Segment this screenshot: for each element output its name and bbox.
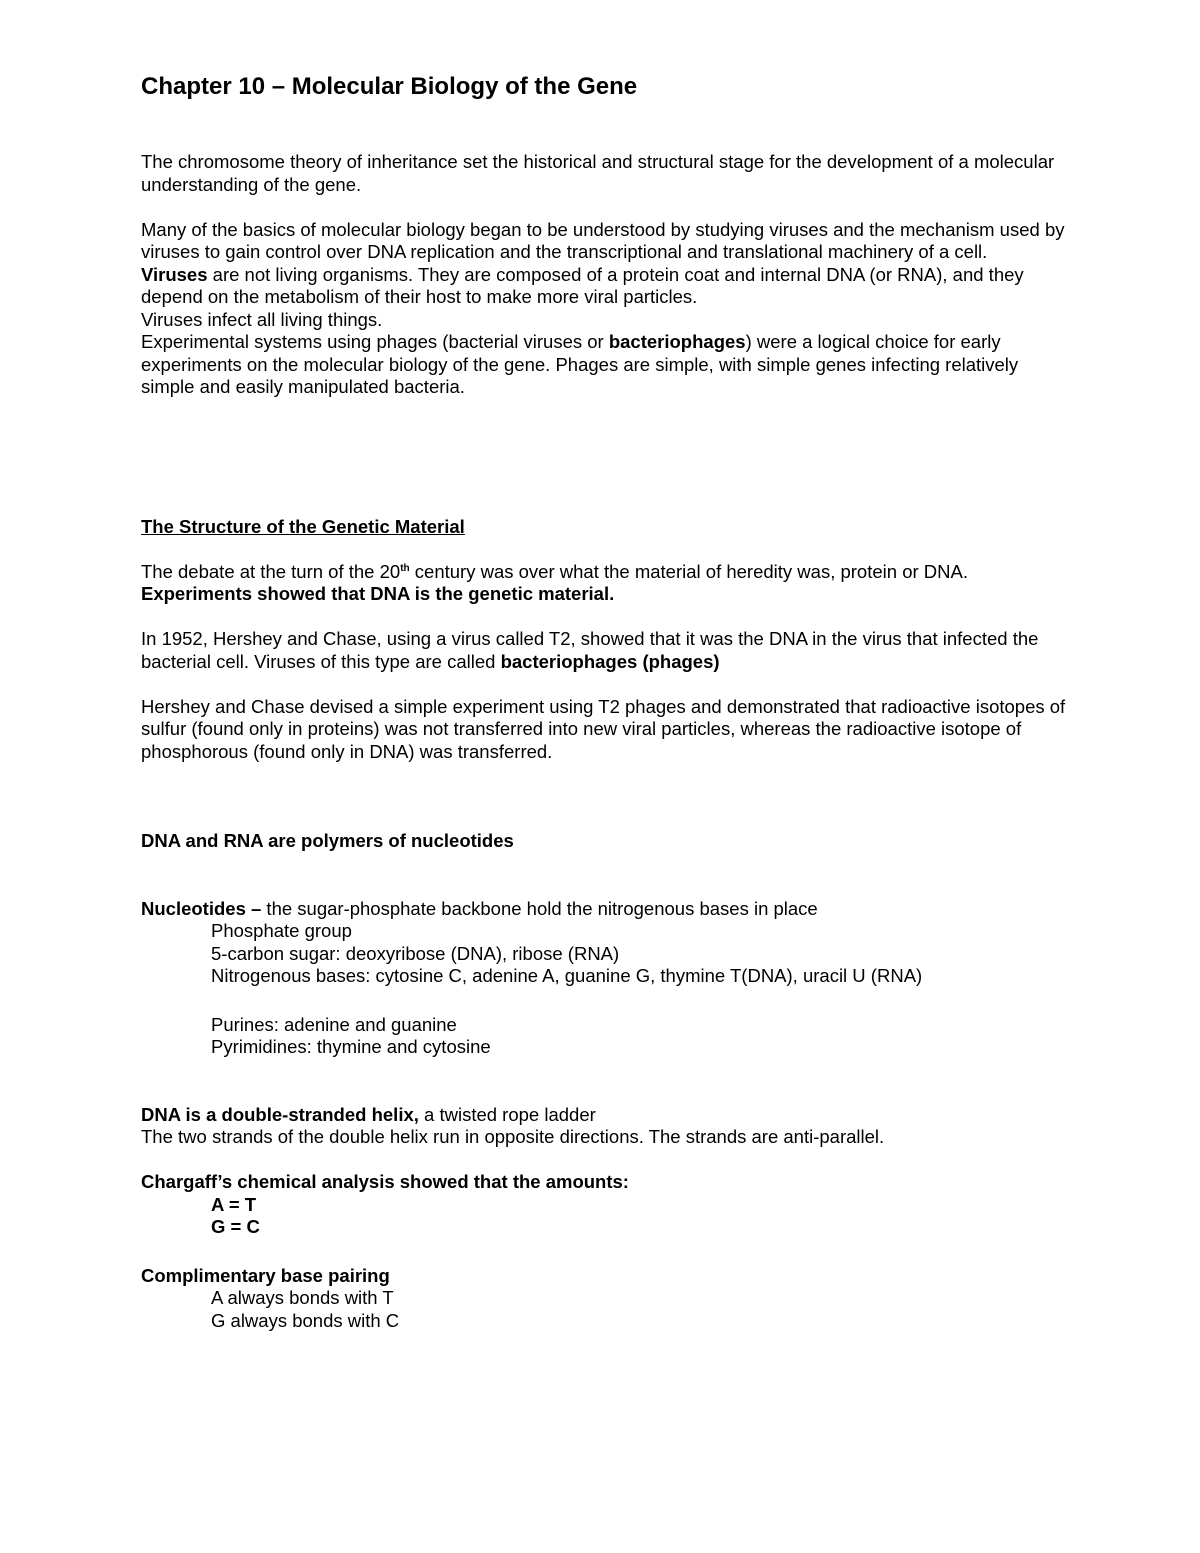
document-page xyxy=(141,70,1131,1332)
list-item: Phosphate group xyxy=(211,920,352,941)
text-line: understanding of the gene. xyxy=(141,173,362,195)
text-run: ) were a logical choice for early xyxy=(745,331,1001,352)
list-item: Purines: adenine and guanine xyxy=(211,1013,457,1035)
bacteriophages-term: bacteriophages xyxy=(608,331,746,352)
text-line: experiments on the molecular biology of the gene. Phages are simple, with simple genes infecting relatively xyxy=(141,353,1019,375)
list-item: Nitrogenous bases: cytosine C, adenine A, guanine G, thymine T(DNA), uracil U (RNA) xyxy=(211,965,923,986)
spacer xyxy=(141,988,1131,1014)
text-line: In 1952, Hershey and Chase, using a virus called T2, showed that it was the DNA in the virus that infected the xyxy=(141,628,1039,649)
superscript: th xyxy=(400,562,410,574)
equation xyxy=(141,1194,1131,1217)
spacer xyxy=(141,1059,1131,1104)
text-run: The debate at the turn of the 20 xyxy=(141,560,401,582)
section-heading xyxy=(141,830,1131,853)
text-line: Hershey and Chase devised a simple experiment using T2 phages and demonstrated that radioactive isotopes of xyxy=(141,695,1066,717)
text-line: The two strands of the double helix run in opposite directions. The strands are anti-parallel. xyxy=(141,1126,885,1147)
spacer xyxy=(141,673,1131,696)
text-line: depend on the metabolism of their host to make more viral particles. xyxy=(141,286,698,307)
structure-section xyxy=(141,516,1131,764)
equation-text: G = C xyxy=(211,1216,260,1237)
text-line: Viruses infect all living things. xyxy=(141,308,383,330)
list-item: 5-carbon sugar: deoxyribose (DNA), ribose (RNA) xyxy=(211,942,620,964)
spacer xyxy=(141,538,1131,561)
spacer xyxy=(141,763,1131,830)
intro-paragraph-2 xyxy=(141,219,1131,399)
heading-text: DNA and RNA are polymers of nucleotides xyxy=(141,830,514,851)
section-heading: The Structure of the Genetic Material xyxy=(141,515,465,537)
helix-term: DNA is a double-stranded helix, xyxy=(141,1103,419,1125)
text-line: Many of the basics of molecular biology began to be understood by studying viruses and the mechanism used by xyxy=(141,218,1065,240)
list-item: Pyrimidines: thymine and cytosine xyxy=(211,1036,491,1057)
section-heading xyxy=(141,1171,1131,1194)
text-line xyxy=(141,583,1131,606)
experimental-line xyxy=(141,331,1131,354)
nucleotides-line xyxy=(141,898,1131,921)
spacer xyxy=(141,196,1131,219)
spacer xyxy=(141,1239,1131,1265)
polymers-section xyxy=(141,830,1131,1059)
heading-text: Complimentary base pairing xyxy=(141,1264,390,1286)
text-line: phosphorous (found only in DNA) was transferred. xyxy=(141,740,553,762)
bold-statement: Experiments showed that DNA is the genetic material. xyxy=(141,583,615,604)
spacer xyxy=(141,104,1131,151)
text-run: are not living organisms. They are composed of a protein coat and internal DNA (or RNA), and they xyxy=(207,263,1024,285)
spacer xyxy=(141,853,1131,898)
phages-line xyxy=(141,651,1131,674)
page-title: Chapter 10 – Molecular Biology of the Gene xyxy=(141,73,638,100)
nucleotides-term: Nucleotides – xyxy=(141,897,262,919)
text-line: The chromosome theory of inheritance set the historical and structural stage for the development of a molecular xyxy=(141,151,1055,172)
helix-section xyxy=(141,1104,1131,1149)
spacer xyxy=(141,606,1131,629)
phages-term: bacteriophages (phages) xyxy=(500,650,720,672)
spacer xyxy=(141,399,1131,516)
text-line: sulfur (found only in proteins) was not transferred into new viral particles, whereas the radioactive isotope of xyxy=(141,718,1022,739)
text-run: the sugar-phosphate backbone hold the nitrogenous bases in place xyxy=(261,897,818,919)
text-line: viruses to gain control over DNA replication and the transcriptional and translational machinery of a cell. xyxy=(141,241,988,262)
equation xyxy=(141,1216,1131,1239)
pairing-section xyxy=(141,1265,1131,1333)
list-item: G always bonds with C xyxy=(211,1309,400,1331)
helix-line xyxy=(141,1104,1131,1127)
text-run: a twisted rope ladder xyxy=(418,1103,596,1125)
text-run: century was over what the material of heredity was, protein or DNA. xyxy=(409,560,968,582)
viruses-line xyxy=(141,264,1131,287)
text-run: Experimental systems using phages (bacterial viruses or xyxy=(141,331,609,352)
text-run: bacterial cell. Viruses of this type are called xyxy=(141,650,501,672)
equation-text: A = T xyxy=(211,1193,257,1215)
chargaff-section xyxy=(141,1171,1131,1239)
viruses-term: Viruses xyxy=(141,263,208,285)
spacer xyxy=(141,1149,1131,1172)
heading-text: Chargaff’s chemical analysis showed that the amounts: xyxy=(141,1171,629,1192)
text-line: simple and easily manipulated bacteria. xyxy=(141,376,465,397)
intro-paragraph-1 xyxy=(141,151,1131,196)
list-item: A always bonds with T xyxy=(211,1287,394,1308)
section-heading xyxy=(141,1265,1131,1288)
debate-line xyxy=(141,561,1131,584)
